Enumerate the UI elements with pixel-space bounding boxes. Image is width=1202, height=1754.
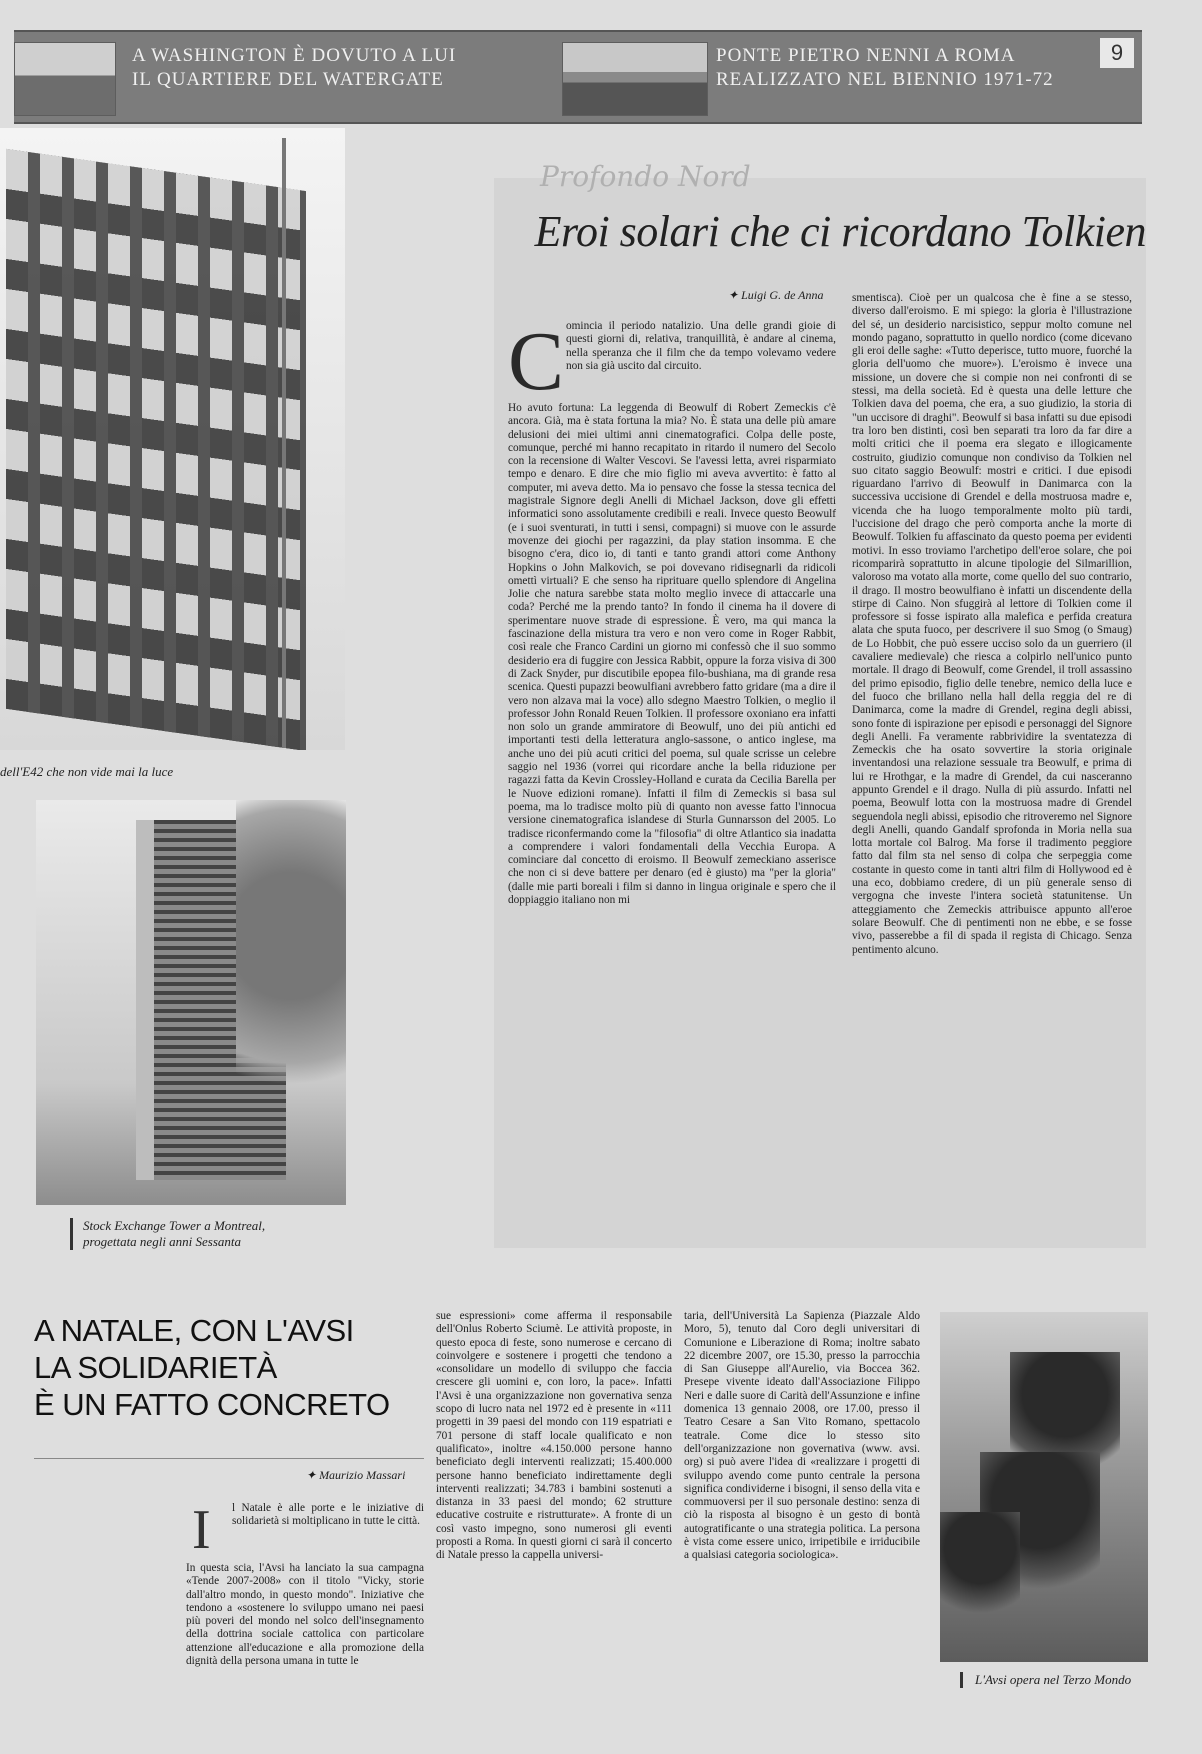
lamp-mast bbox=[282, 138, 286, 748]
bottom-title-line2: LA SOLIDARIETÀ bbox=[34, 1350, 277, 1385]
bottom-article-title bbox=[34, 1312, 434, 1423]
header-left-line2: IL QUARTIERE DEL WATERGATE bbox=[132, 69, 444, 90]
article-col2-body: smentisca). Cioè per un qualcosa che è fine a se stesso, diverso dall'eroismo. E mi spiego: la gloria è l'illustrazione del sé, un desiderio narcisistico, seppur molto comune nel mondo pagano, soprattutto in quello nordico (come dicevano gli eroi delle saghe: «Tutto deperisce, tutto muore, fuorché la gloria dell'uomo che muore»). L'eroismo è invece una missione, un dovere che si compie non nei confronti di se stessi, ma della società. Ed è questa una delle letture che Tolkien dava del poema, che era, a suo giudizio, la storia di "un uccisore di draghi". Beowulf si basa infatti su due episodi tra loro ben distinti, così ben separati tra loro da far dire a molti critici che il poema era slegato e illogicamente costruito, giudizio comunque non condiviso da Tolkien nel suo citato saggio Beowulf: mostri e critici. I due episodi riguardano l'arrivo di Beowulf in Danimarca con la successiva uccisione di Grendel e della mostruosa madre e, vicenda che ha luogo temporalmente molto più tardi, l'uccisione del drago che però comporta anche la morte di Beowulf. Tolkien fu affascinato da questo poema per evidenti motivi. In esso troviamo l'archetipo dell'eroe solare, che poi ricomparirà soprattutto in alcune tipologie del Silmarillion, valoroso ma votato alla morte, come quello del suo contrario, il drago. Il mostro beowulfiano è infatti un discendente della stirpe di Caino. Non sfuggirà al lettore di Tolkien come il professore si fosse ispirato alla malefica e perfida creatura alata che sputa fuoco, per descrivere il suo Smog (o Smaug) de Lo Hobbit, che può essere ucciso solo da un guerriero (il cavaliere medievale) che riesca a colpirlo nell'unico punto mortale. Il drago di Beowulf, come Grendel, il troll assassino del primo episodio, figlio delle tenebre, nemico della luce e del fuoco che brillano nella hall della reggia del re di Danimarca, come la madre di Grendel, regina degli abissi, sono fonte di ispirazione per episodi e personaggi del Signore degli Anelli. Fa veramente rabbrividire la sventatezza di Zemeckis che ha osato sovvertire la storia originale inventandosi una relazione sessuale tra Beowulf, e prima di lui re Hrothgar, e la madre di Grendel, da cui nasceranno appunto Grendel e il drago. Nulla di più assurdo. Infatti nel poema, Beowulf lotta con la mostruosa madre di Grendel seguendola negli abissi, episodio che ritroveremo nel Signore degli Anelli, quando Gandalf sprofonda in Moria nella sua lotta mortale col Balrog. Ma forse il tradimento peggiore fatto dal film sta nel senso di colpa che serpeggia come costante in questo come in tanti altri film di Hollywood ed è una eco, dobbiamo credere, di un più generale senso di vergogna che investe l'intera società statunitense. Un atteggiamento che Zemeckis attribuisce appunto all'eroe solare Beowulf. Che di pentimenti non ne ebbe, e se fosse vivo, passerebbe a fil di spada il regista di Chicago. Senza pentimento alcuno. bbox=[852, 292, 1132, 956]
caption-montreal: Stock Exchange Tower a Montreal, progettata negli anni Sessanta bbox=[70, 1218, 320, 1250]
article-kicker: Profondo Nord bbox=[540, 160, 751, 193]
article-dropcap: C bbox=[508, 315, 565, 408]
header-right-text bbox=[716, 44, 1076, 92]
header-photo-watergate bbox=[14, 42, 116, 116]
caption-avsi: L'Avsi opera nel Terzo Mondo bbox=[960, 1672, 1160, 1688]
article-col1-lead: omincia il periodo natalizio. Una delle grandi gioie di questi giorni di, relativa, tranquillità, è andare al cinema, nella speranza che il film che da tempo volevamo vedere non sia già uscito dal circuito. bbox=[566, 320, 836, 372]
child-figure bbox=[940, 1512, 1020, 1632]
header-left-line1: A WASHINGTON È DOVUTO A LUI bbox=[132, 45, 457, 66]
header-band bbox=[14, 30, 1142, 124]
photo-avsi-children bbox=[940, 1312, 1148, 1662]
article-col1-body: Ho avuto fortuna: La leggenda di Beowulf di Robert Zemeckis c'è ancora. Già, ma è stata fortuna la mia? No. È stata una delle più amare delusioni dei miei ultimi anni cinematografici. Colpa delle poste, comunque, perché mi hanno recapitato in ritardo il numero del Secolo con la recensione di Walter Vescovi. Se l'avessi letta, avrei risparmiato tempo e denaro. E dire che mio figlio mi aveva avvertito: è fatto al computer, mi aveva detto. Ma io pensavo che fosse la stessa tecnica del magistrale Signore degli Anelli di Michael Jackson, dove gli effetti informatici sono assolutamente credibili e reali. Invece questo Beowulf (e i suoi sventurati, in tutti i sensi, compagni) si muove con le assurde movenze dei giochi per ragazzini, da play station insomma. E che bisogno c'era, dico io, di tanti e tanto grandi attori come Anthony Hopkins o John Malkovich, se poi dovevano ridisegnarli da ridicoli omettì virtuali? E che senso ha riprituare quello splendore di Angelina Jolie che natura sarebbe stata molto meglio invece di attaccarle una coda? Perché me la prendo tanto? In fondo il cinema ha il dovere di sperimentare nuove strade di espressione. È vero, ma qui manca la fascinazione della mistura tra vero e non vero come in Roger Rabbit, così reale che Franco Cardini un giorno mi confessò che il suo sommo desiderio era di fuggire con Jessica Rabbit, oppure la forza visiva di 300 di Zack Snyder, pur discutibile epopea filo-bushiana, ma di grande resa scenica. Questi pupazzi beowulfiani avrebbero fatto gridare (ma a dire il vero non alzava mai la voce) allo sdegno Maestro Tolkien, o meglio il professor John Ronald Reuen Tolkien. Il professore oxoniano era infatti non solo un grande ammiratore di Beowulf, uno dei più antichi ed importanti testi della letteratura anglo-sassone, o antico inglese, ma anche uno dei più acuti critici del poema, sul quale scrisse un celebre saggio nel 1936 (vorrei qui ricordare anche la bella riduzione per ragazzi fatta da Kevin Crossley-Holland e curata da Cecilia Barella per le Nuove edizioni romane). Infatti il film di Zemeckis si basa sul poema, ma lo tradisce molto più di quanto non avesse fatto l'innocua versione cinematografica islandese di Sturla Gunnarsson del 2005. Lo tradisce riconfermando come la "filosofia" di oltre Atlantico sia inadatta a comprendere i valori fondamentali della Vecchia Europa. A cominciare dal concetto di eroismo. Il Beowulf zemeckiano asserisce che non ci si deve battere per denaro (ed è giusto) ma "per la gloria" (dalle mie parti boreali i film si danno in lingua originale e spero che il doppiaggio italiano non mi bbox=[508, 402, 836, 906]
title-divider bbox=[34, 1458, 424, 1459]
article-title: Eroi solari che ci ricordano Tolkien bbox=[534, 207, 1146, 256]
bottom-title-line1: A NATALE, CON L'AVSI bbox=[34, 1313, 354, 1348]
bottom-article-byline: ✦ Maurizio Massari bbox=[306, 1468, 406, 1482]
bottom-title-line3: È UN FATTO CONCRETO bbox=[34, 1387, 390, 1422]
header-photo-ponte bbox=[562, 42, 708, 116]
bottom-article-dropcap: I bbox=[192, 1499, 211, 1561]
bottom-col1-body: In questa scia, l'Avsi ha lanciato la sua campagna «Tende 2007-2008» con il titolo "Vicky, storie dall'altro mondo, in questo mondo". Iniziative che tendono a «sostenere lo sviluppo umano nei paesi più poveri del mondo nel solco dell'insegnamento della dottrina sociale cattolica con particolare attenzione all'educazione e alla promozione della dignità della persona umana in tutte le bbox=[186, 1562, 424, 1668]
article-byline: ✦ Luigi G. de Anna bbox=[728, 288, 824, 302]
bottom-byline-name: Maurizio Massari bbox=[319, 1468, 406, 1482]
header-left-text bbox=[132, 44, 552, 92]
photo-montreal-tower bbox=[36, 800, 346, 1205]
trees-shape bbox=[236, 800, 346, 1140]
header-right-line2: REALIZZATO NEL BIENNIO 1971-72 bbox=[716, 69, 1054, 90]
photo-e42-building bbox=[0, 128, 345, 750]
e42-facade bbox=[6, 149, 306, 750]
bottom-col2-body: sue espressioni» come afferma il responsabile dell'Onlus Roberto Sciumè. Le attività proposte, in questo epoca di feste, sono numerose e cercano di coinvolgere e sostenere i progetti che tendono a «consolidare un modello di sviluppo che faccia crescere gli uomini e, con loro, la pace». Infatti l'Avsi è una organizzazione non governativa senza scopo di lucro nata nel 1972 ed è presente in «111 progetti in 39 paesi del mondo con 119 espatriati e 701 persone di staff locale qualificato e non qualificato», inoltre «4.150.000 persone hanno beneficiato degli interventi realizzati; 15.400.000 persone hanno beneficiato indirettamente degli interventi realizzati; 34.783 i bambini sostenuti a distanza in 33 paesi del mondo; 62 strutture educative costruite e ristrutturate». A fronte di un così vasto impegno, sono numerosi gli eventi proposti a Roma. In questi giorni ci sarà il concerto di Natale presso la cappella universi- bbox=[436, 1310, 672, 1562]
header-right-line1: PONTE PIETRO NENNI A ROMA bbox=[716, 45, 1016, 66]
caption-e42: dell'E42 che non vide mai la luce bbox=[0, 764, 174, 779]
bottom-col1-lead: l Natale è alle porte e le iniziative di solidarietà si moltiplicano in tutte le città. bbox=[232, 1502, 424, 1528]
page-number: 9 bbox=[1100, 38, 1134, 68]
bottom-col3-body: taria, dell'Università La Sapienza (Piazzale Aldo Moro, 5), tenuto dal Coro degli universitari di Comunione e Liberazione di Roma; inoltre sabato 22 dicembre 2007, ore 15.30, presso la parrocchia di San Giuseppe all'Aurelio, via Boccea 362. Presepe vivente ideato dall'Associazione Filippo Neri e dalle suore di Carità dell'Assunzione e infine domenica 13 gennaio 2008, ore 17.00, presso il Teatro Cesare a San Vito Romano, spettacolo teatrale. Come dice lo stesso sito dell'organizzazione non governativa (www. avsi. org) si può avere l'idea di «realizzare i progetti di sviluppo avendo come punto centrale la persona significa condividerne i bisogni, il senso della vita e commuoversi per il suo personale destino: senza di ciò la risposta al bisogno è un gesto di bontà autogratificante o una strategia politica. La persona è vista come essere unico, irripetibile e irriducibile a qualsiasi categoria sociologica». bbox=[684, 1310, 920, 1562]
article-byline-name: Luigi G. de Anna bbox=[741, 288, 824, 302]
